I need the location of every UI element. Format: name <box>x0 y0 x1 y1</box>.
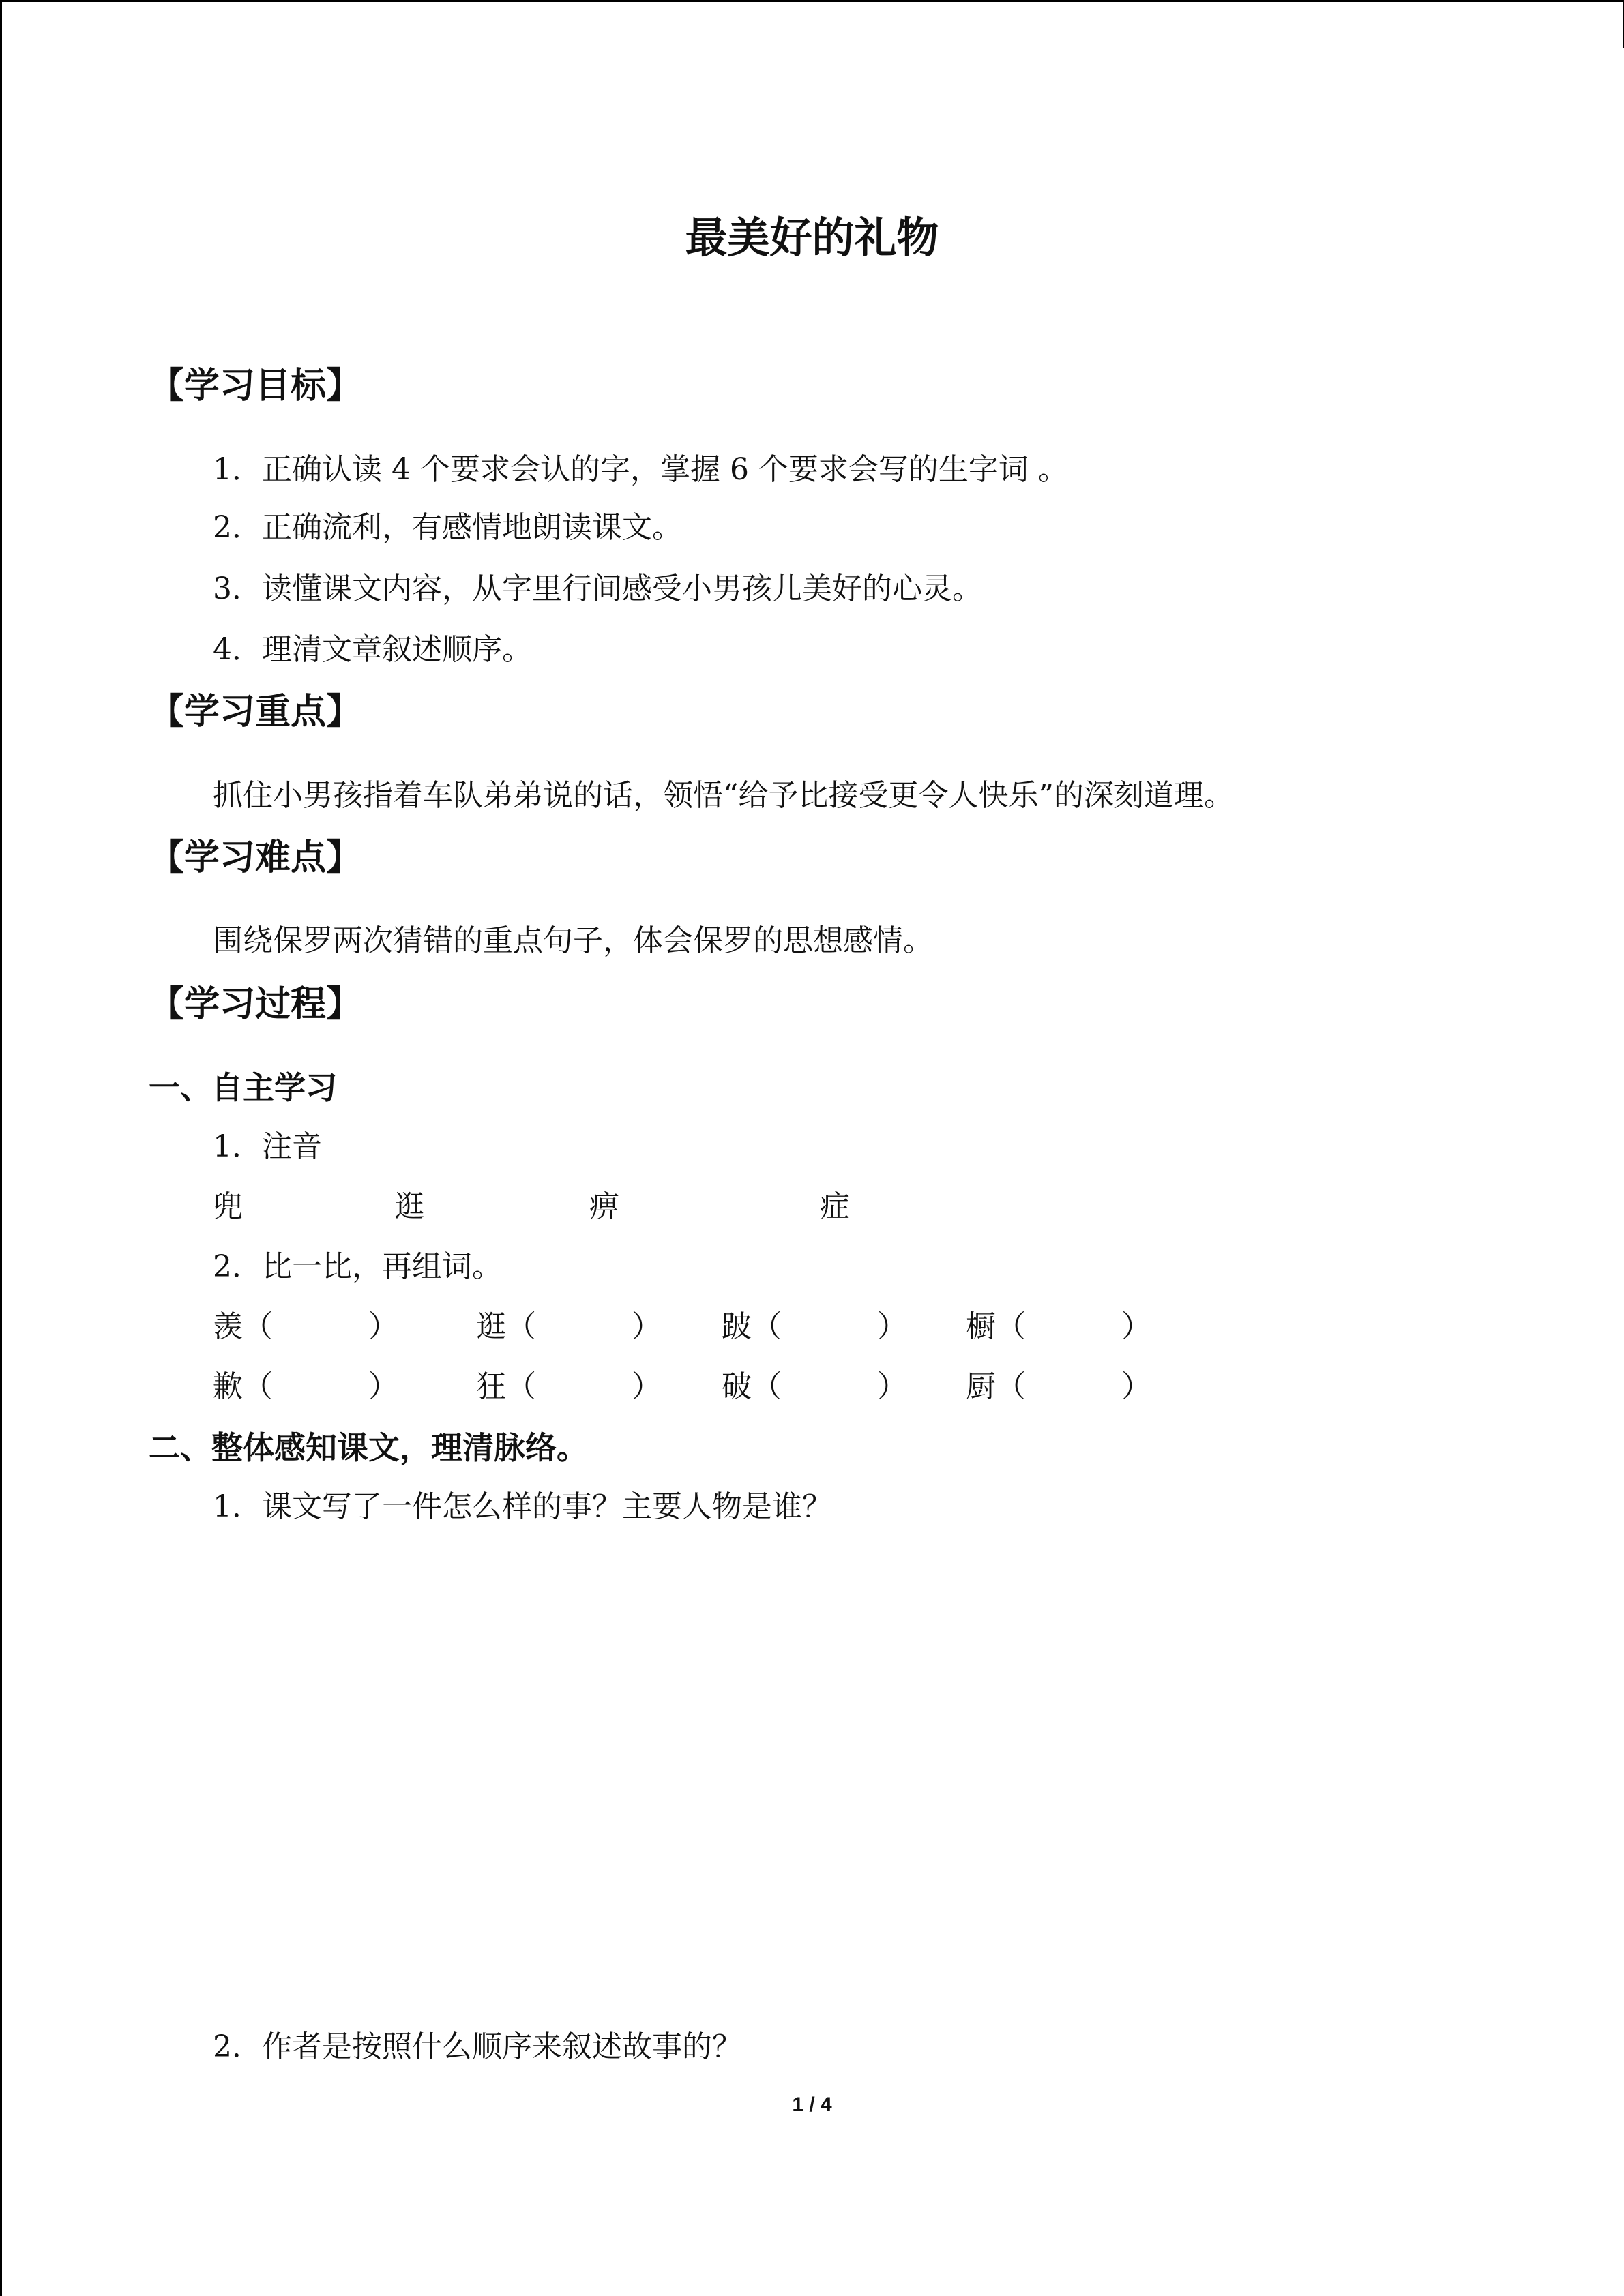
pinyin-char: 痹 <box>589 1189 619 1224</box>
paren-open: （ <box>752 1369 782 1404</box>
paren-close: ） <box>877 1309 907 1344</box>
compare-char: 跛 <box>722 1309 752 1344</box>
paren-open: （ <box>996 1369 1026 1404</box>
pinyin-char: 兜 <box>213 1189 243 1224</box>
compare-char: 歉 <box>213 1369 243 1404</box>
compare-char: 狂 <box>476 1369 506 1404</box>
compare-char: 橱 <box>966 1309 996 1344</box>
document-title: 最美好的礼物 <box>685 213 939 263</box>
part2-heading: 二、整体感知课文，理清脉络。 <box>149 1429 588 1466</box>
difficulty-text: 围绕保罗两次猜错的重点句子，体会保罗的思想感情。 <box>213 923 933 958</box>
compare-char: 厨 <box>966 1369 996 1404</box>
objective-item: 4．理清文章叙述顺序。 <box>213 632 532 667</box>
key-point-text: 抓住小男孩指着车队弟弟说的话，领悟“给予比接受更令人快乐”的深刻道理。 <box>213 778 1234 813</box>
compare-char: 破 <box>722 1369 752 1404</box>
page-border-left <box>0 0 2 2296</box>
paren-open: （ <box>506 1369 536 1404</box>
paren-open: （ <box>243 1369 273 1404</box>
paren-open: （ <box>243 1309 273 1344</box>
paren-open: （ <box>752 1309 782 1344</box>
compare-char: 逛 <box>476 1309 506 1344</box>
question-pinyin: 1．注音 <box>213 1129 322 1164</box>
paren-close: ） <box>632 1369 662 1404</box>
process-heading: 【学习过程】 <box>149 983 362 1025</box>
paren-close: ） <box>368 1369 398 1404</box>
question-main-event: 1．课文写了一件怎么样的事？主要人物是谁？ <box>213 1489 832 1524</box>
objectives-heading: 【学习目标】 <box>149 365 362 406</box>
paren-close: ） <box>368 1309 398 1344</box>
objective-item: 1．正确认读 4 个要求会认的字，掌握 6 个要求会写的生字词 。 <box>213 452 1068 487</box>
paren-close: ） <box>1121 1369 1151 1404</box>
question-compare: 2．比一比，再组词。 <box>213 1249 502 1284</box>
paren-close: ） <box>877 1369 907 1404</box>
paren-close: ） <box>1121 1309 1151 1344</box>
page-number: 1 / 4 <box>792 2093 832 2116</box>
objective-item: 3．读懂课文内容，从字里行间感受小男孩儿美好的心灵。 <box>213 571 982 606</box>
key-point-heading: 【学习重点】 <box>149 691 362 732</box>
paren-open: （ <box>506 1309 536 1344</box>
objective-item: 2．正确流利，有感情地朗读课文。 <box>213 510 682 545</box>
difficulty-heading: 【学习难点】 <box>149 837 362 878</box>
part1-heading: 一、自主学习 <box>149 1069 337 1106</box>
pinyin-char: 逛 <box>394 1189 424 1224</box>
page-border-top <box>0 0 1624 2</box>
question-narrative-order: 2．作者是按照什么顺序来叙述故事的？ <box>213 2029 742 2064</box>
paren-close: ） <box>632 1309 662 1344</box>
pinyin-char: 症 <box>820 1189 850 1224</box>
paren-open: （ <box>996 1309 1026 1344</box>
compare-char: 羡 <box>213 1309 243 1344</box>
